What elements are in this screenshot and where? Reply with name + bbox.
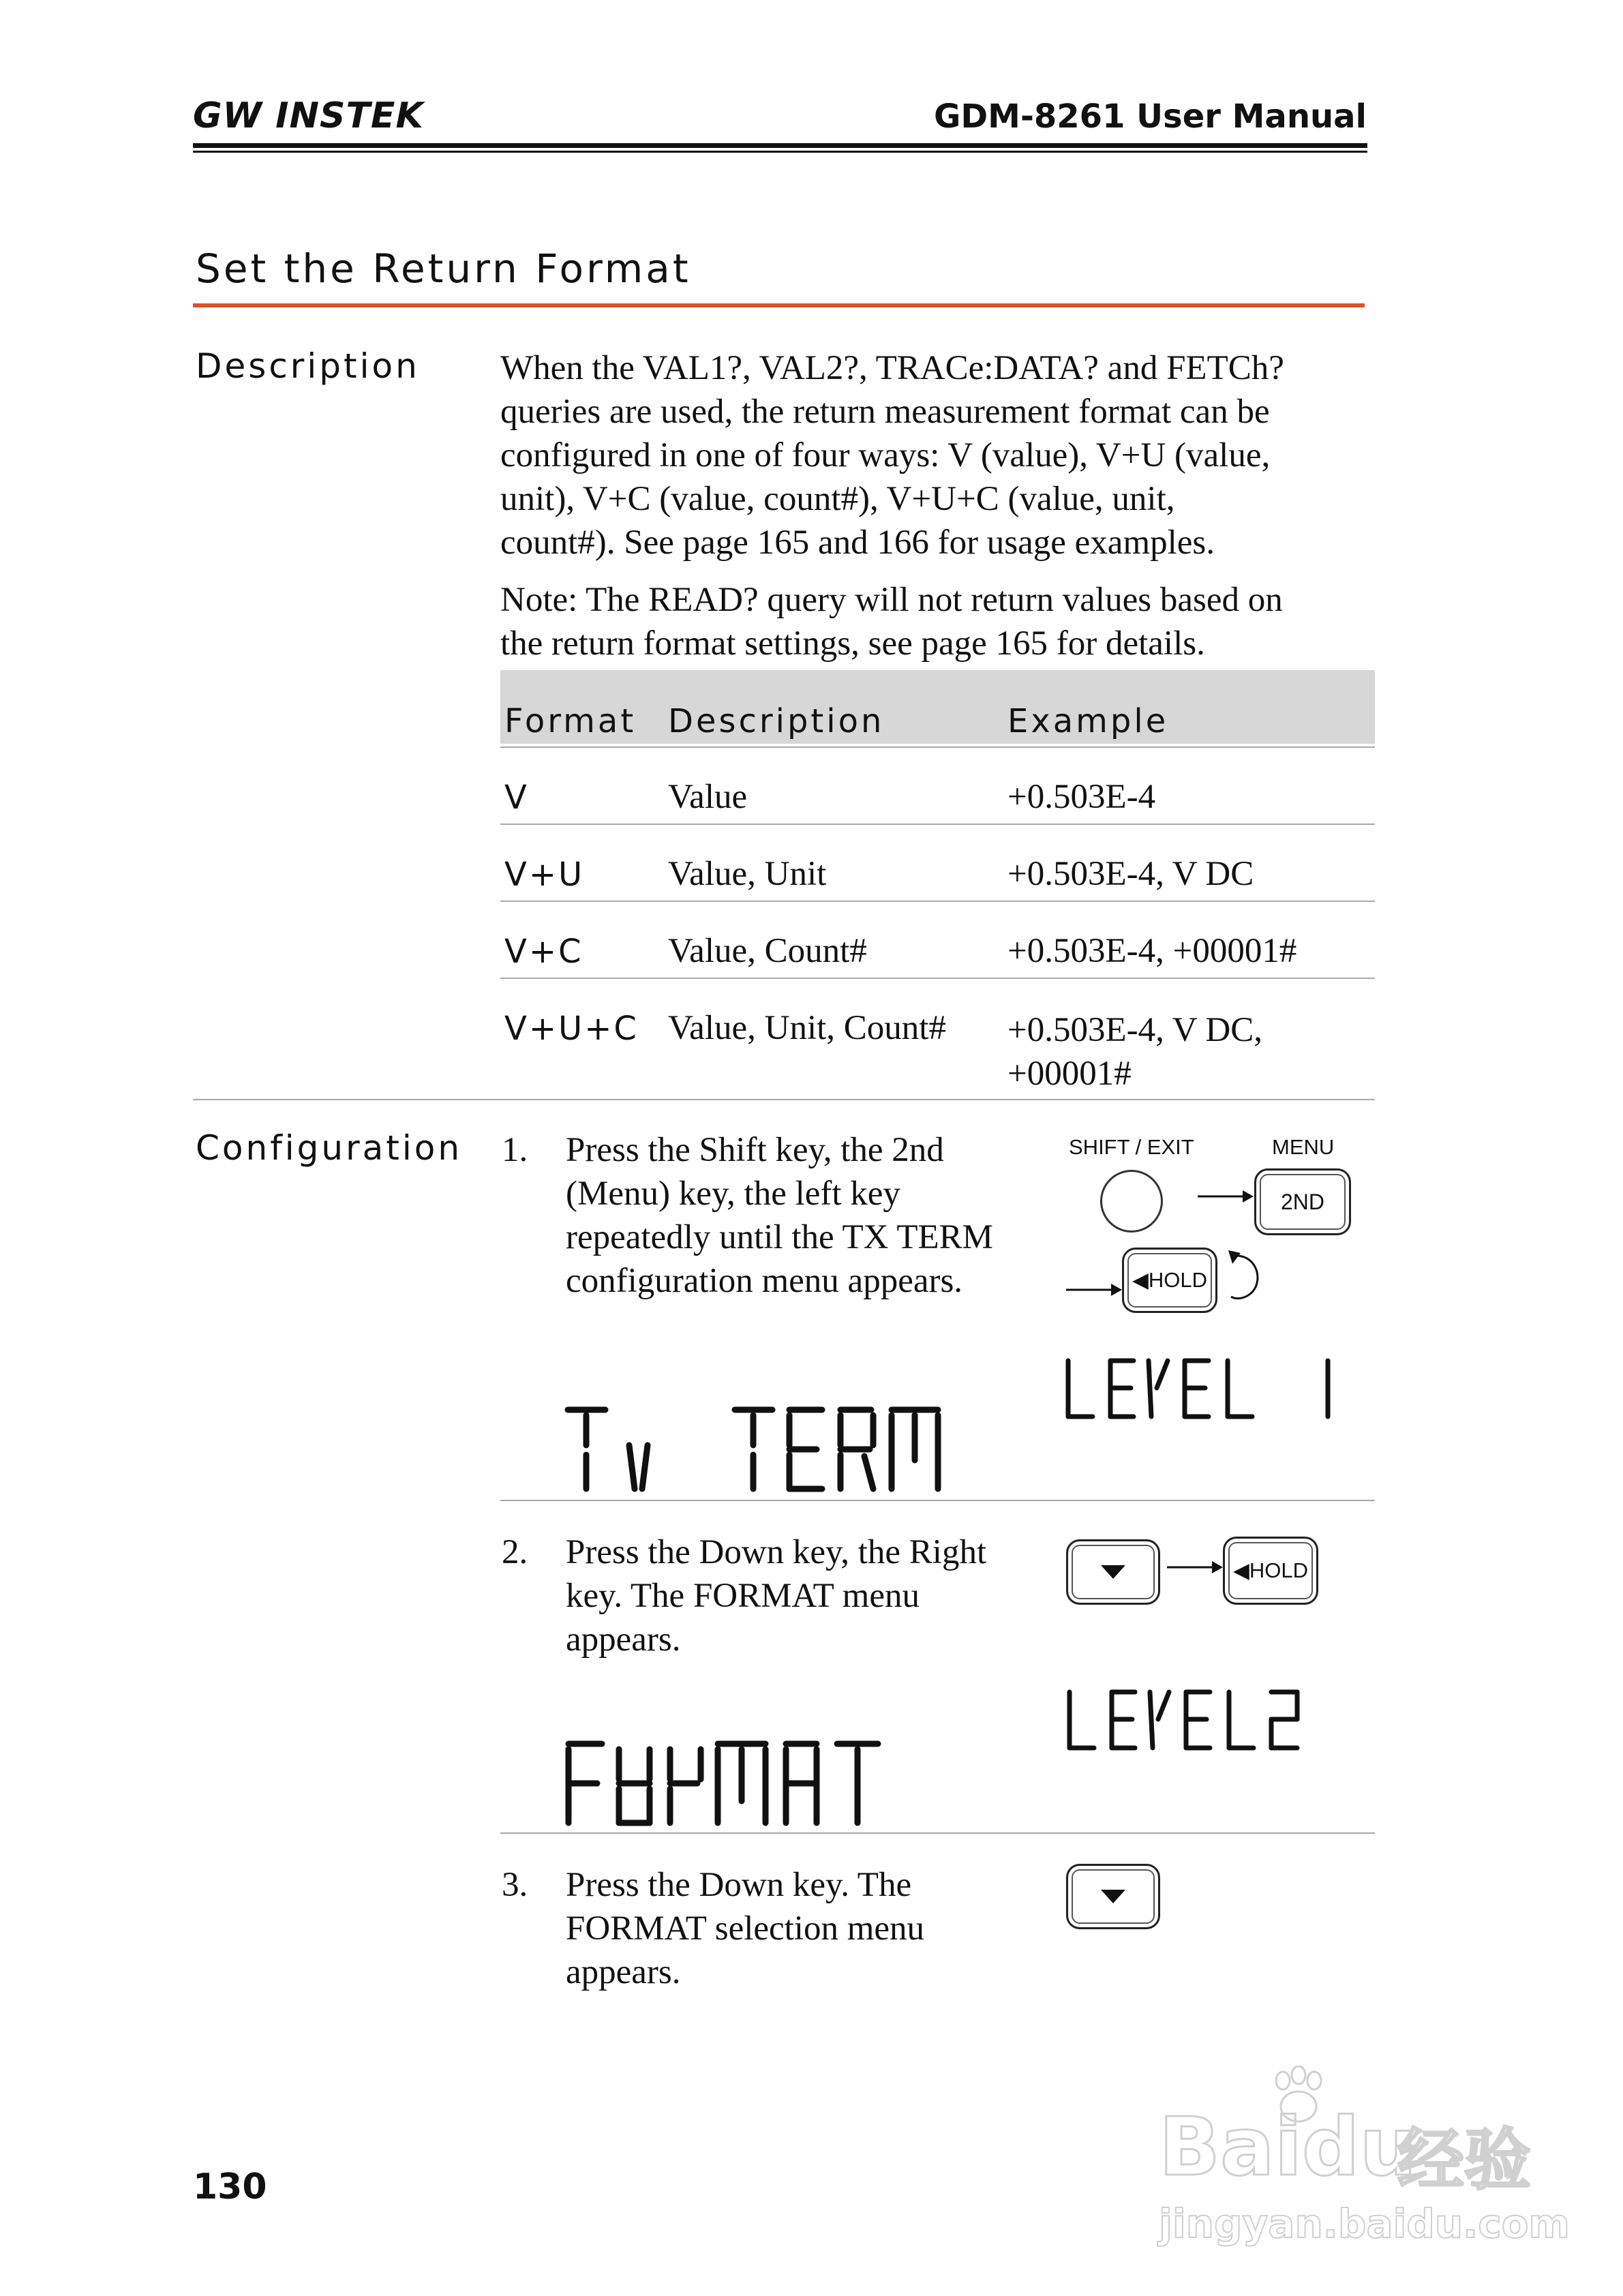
right-hold-button[interactable] xyxy=(1223,1537,1318,1605)
step-divider xyxy=(500,1832,1375,1834)
watermark-url xyxy=(1159,2201,1570,2247)
watermark-cn xyxy=(1397,2106,1531,2203)
step-2-text xyxy=(566,1530,1043,1661)
table-cell-description: Value, Count# xyxy=(668,932,867,970)
lcd-segments xyxy=(564,1740,892,1828)
arrow-right-icon xyxy=(1196,1186,1255,1207)
section-divider xyxy=(193,1099,1375,1100)
repeat-arrow-icon xyxy=(1222,1246,1269,1308)
text-line: Press the Down key. The xyxy=(566,1866,912,1904)
table-divider xyxy=(500,824,1375,825)
watermark-url-text: jingyan.baidu.com xyxy=(1159,2201,1570,2247)
table-header-description: Description xyxy=(668,702,885,740)
table-cell-format: V+U+C xyxy=(504,1010,639,1048)
text-line: queries are used, the return measurement format can be xyxy=(500,393,1270,431)
text-line: When the VAL1?, VAL2?, TRACe:DATA? and FETCh? xyxy=(500,349,1284,387)
hold-button-label: ◀HOLD xyxy=(1233,1558,1308,1582)
2nd-button-label: 2ND xyxy=(1280,1189,1324,1214)
text-line: Press the Shift key, the 2nd xyxy=(566,1131,944,1169)
table-header-example: Example xyxy=(1007,702,1169,740)
table-cell-format: V+U xyxy=(504,856,585,894)
section-title-underline xyxy=(193,303,1365,307)
text-line: Note: The READ? query will not return values based on xyxy=(500,581,1283,619)
section-title: Set the Return Format xyxy=(196,245,691,292)
down-triangle-icon xyxy=(1099,1888,1127,1905)
table-cell-description: Value, Unit, Count# xyxy=(668,1009,946,1047)
step-3-text xyxy=(566,1863,1043,1994)
text-line: repeatedly until the TX TERM xyxy=(566,1218,993,1256)
step-number: 1. xyxy=(502,1131,528,1169)
description-paragraph-2 xyxy=(500,578,1380,665)
table-cell-example: +0.503E-4, +00001# xyxy=(1007,932,1297,970)
step-divider xyxy=(500,1500,1375,1501)
text-line: appears. xyxy=(566,1953,681,1991)
table-cell-format: V+C xyxy=(504,933,583,971)
text-line: +0.503E-4, V DC, xyxy=(1007,1011,1262,1049)
lcd-level-1 xyxy=(1065,1358,1345,1421)
text-line: (Menu) key, the left key xyxy=(566,1175,900,1213)
down-button[interactable] xyxy=(1066,1539,1160,1605)
down-triangle-icon xyxy=(1099,1564,1127,1580)
table-header-format: Format xyxy=(504,702,637,740)
step-1-text xyxy=(566,1128,1043,1303)
logo xyxy=(193,95,424,136)
watermark-cn-text: 经验 xyxy=(1397,2121,1532,2199)
header-rule-thin xyxy=(193,151,1367,153)
description-label: Description xyxy=(196,346,420,386)
table-cell-example xyxy=(1007,1008,1262,1096)
lcd-segments xyxy=(1067,1689,1346,1752)
table-divider xyxy=(500,901,1375,902)
text-line: appears. xyxy=(566,1620,681,1659)
text-line: FORMAT selection menu xyxy=(566,1909,925,1948)
lcd-display-format xyxy=(564,1740,892,1828)
text-line: the return format settings, see page 165 for details. xyxy=(500,624,1205,663)
hold-button-label: ◀HOLD xyxy=(1132,1268,1207,1292)
table-cell-example: +0.503E-4 xyxy=(1007,778,1156,816)
page-number: 130 xyxy=(193,2166,267,2207)
text-line: Press the Down key, the Right xyxy=(566,1533,987,1571)
lcd-level-2 xyxy=(1067,1689,1346,1752)
table-cell-example: +0.503E-4, V DC xyxy=(1007,855,1254,893)
2nd-menu-button[interactable] xyxy=(1254,1168,1351,1235)
table-cell-description: Value, Unit xyxy=(668,855,827,893)
table-divider xyxy=(500,978,1375,979)
logo-text: GW INSTEK xyxy=(193,95,424,136)
table-divider xyxy=(500,746,1375,748)
text-line: +00001# xyxy=(1007,1055,1132,1093)
text-line: configured in one of four ways: V (value), V+U (value, xyxy=(500,436,1271,474)
description-paragraph-1 xyxy=(500,346,1380,564)
shift-button[interactable] xyxy=(1100,1170,1163,1233)
manual-title: GDM-8261 User Manual xyxy=(933,97,1367,136)
watermark-brand-text: Baidu xyxy=(1159,2100,1417,2194)
lcd-segments xyxy=(564,1406,946,1494)
step-number: 3. xyxy=(502,1866,528,1904)
menu-label: MENU xyxy=(1272,1135,1335,1159)
down-button[interactable] xyxy=(1066,1864,1160,1929)
table-cell-format: V xyxy=(504,779,529,817)
lcd-segments xyxy=(1065,1358,1345,1421)
header-rule-thick xyxy=(193,143,1367,148)
paw-icon xyxy=(1268,2066,1329,2127)
arrow-right-icon xyxy=(1166,1557,1224,1577)
text-line: unit), V+C (value, count#), V+U+C (value, unit, xyxy=(500,480,1175,518)
configuration-label: Configuration xyxy=(196,1128,463,1168)
text-line: count#). See page 165 and 166 for usage examples. xyxy=(500,524,1215,562)
text-line: configuration menu appears. xyxy=(566,1262,963,1300)
arrow-right-icon xyxy=(1065,1280,1123,1300)
table-cell-description: Value xyxy=(668,778,748,816)
left-hold-button[interactable] xyxy=(1122,1248,1217,1313)
lcd-display-tx-term xyxy=(564,1406,946,1494)
text-line: key. The FORMAT menu xyxy=(566,1577,920,1615)
shift-exit-label: SHIFT / EXIT xyxy=(1069,1135,1194,1159)
step-number: 2. xyxy=(502,1533,528,1571)
